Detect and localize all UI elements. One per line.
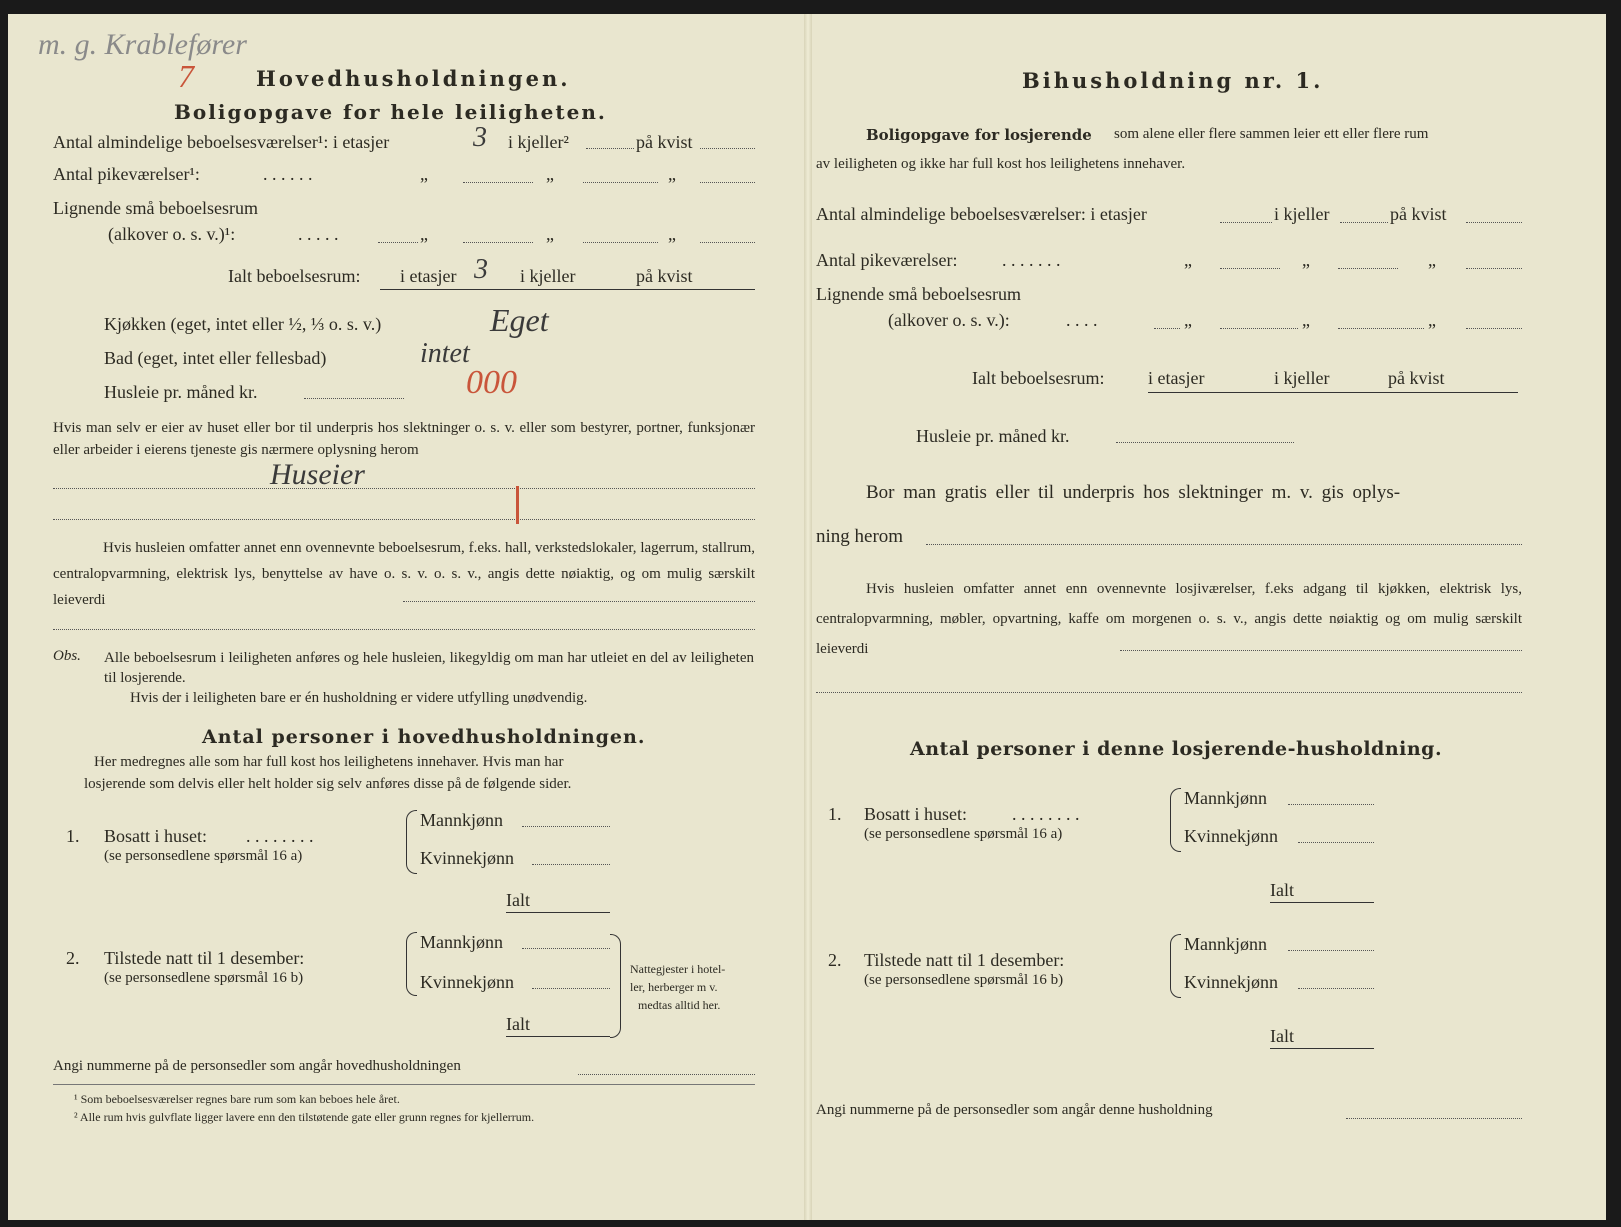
r-gratis-line — [926, 544, 1522, 545]
r-row3b-label: (alkover o. s. v.): — [888, 310, 1010, 330]
r-q2-brace — [1170, 934, 1181, 998]
r-row3-line2 — [1338, 328, 1424, 329]
r-q2-kvinne-line — [1298, 988, 1374, 989]
l-bad-label: Bad (eget, intet eller fellesbad) — [104, 348, 327, 368]
r-row2-dots: . . . . . . . — [1002, 250, 1061, 270]
r-row3-line3 — [1466, 328, 1522, 329]
r-q1-dots: . . . . . . . . — [1012, 804, 1080, 824]
l-row3-line0 — [378, 242, 418, 243]
r-row1-kjeller: i kjeller — [1274, 204, 1330, 224]
l-row2-label: Antal pikeværelser¹: — [53, 164, 200, 184]
l-q2-ialt: Ialt — [506, 1014, 530, 1034]
l-row3-line2 — [583, 242, 658, 243]
r-row1-label: Antal almindelige beboelsesværelser: i etasjer — [816, 204, 1147, 224]
l-angi: Angi nummerne på de personsedler som angår hovedhusholdningen — [53, 1058, 461, 1074]
page-fold — [804, 14, 812, 1220]
l-q1-kvinne-line — [532, 864, 610, 865]
l-q2-num: 2. — [66, 948, 80, 968]
r-row2-q3: „ — [1428, 250, 1436, 270]
l-eier-line1 — [53, 488, 755, 489]
l-row3b-q3: „ — [668, 224, 676, 244]
r-q2-num: 2. — [828, 950, 842, 970]
l-q1-ialt: Ialt — [506, 890, 530, 910]
r-q2-sub: (se personsedlene spørsmål 16 b) — [864, 972, 1064, 988]
l-row1-kvist: på kvist — [636, 132, 693, 152]
r-omfatter-line2 — [816, 692, 1522, 693]
r-ialt-label: Ialt beboelsesrum: — [972, 368, 1105, 388]
l-q2-kvinne: Kvinnekjønn — [420, 972, 514, 992]
l-row2-line2 — [583, 182, 658, 183]
r-q1-mann-line — [1288, 804, 1374, 805]
l-row1-etasjer: 3 — [473, 122, 487, 153]
l-q1-ialt-line — [506, 912, 610, 913]
r-q1-brace — [1170, 788, 1181, 852]
l-foot2: ² Alle rum hvis gulvflate ligger lavere enn den tilstøtende gate eller grunn regnes for kjellerrum. — [74, 1110, 535, 1124]
r-husleie: Husleie pr. måned kr. — [916, 426, 1070, 446]
r-gratis1: Bor man gratis eller til underpris hos slektninger m. v. gis oplys- — [866, 482, 1401, 503]
r-row2-line1 — [1220, 268, 1280, 269]
r-intro-bold: Boligopgave for losjerende — [866, 126, 1092, 144]
r-q1-ialt-line — [1270, 902, 1374, 903]
l-q1-sub: (se personsedlene spørsmål 16 a) — [104, 848, 303, 864]
r-ialt-etasjer: i etasjer — [1148, 368, 1205, 388]
l-row1-kjeller: i kjeller² — [508, 132, 569, 152]
l-q2-mann: Mannkjønn — [420, 932, 503, 952]
l-ialt-underline — [380, 289, 755, 290]
r-row3b-q3: „ — [1428, 310, 1436, 330]
l-q1-num: 1. — [66, 826, 80, 846]
l-q2-mann-line — [522, 948, 610, 949]
r-q2-label: Tilstede natt til 1 desember: — [864, 950, 1065, 970]
r-q2-ialt: Ialt — [1270, 1026, 1294, 1046]
l-obs-text2: Hvis der i leiligheten bare er én husholdning er videre utfylling unødvendig. — [130, 690, 588, 706]
l-q1-brace — [406, 810, 417, 874]
r-q1-sub: (se personsedlene spørsmål 16 a) — [864, 826, 1063, 842]
r-ialt-underline — [1148, 392, 1518, 393]
r-row2-label: Antal pikeværelser: — [816, 250, 958, 270]
r-husleie-line — [1116, 442, 1294, 443]
l-q2-label: Tilstede natt til 1 desember: — [104, 948, 305, 968]
l-row3b-q1: „ — [420, 224, 428, 244]
l-row3a: Lignende små beboelsesrum — [53, 198, 258, 218]
r-row1-line3 — [1466, 222, 1522, 223]
l-row2-dots: . . . . . . — [263, 164, 313, 184]
l-q1-mann-line — [522, 826, 610, 827]
r-q1-kvinne: Kvinnekjønn — [1184, 826, 1278, 846]
r-row3a: Lignende små beboelsesrum — [816, 284, 1021, 304]
l-natt-note3: medtas alltid her. — [638, 998, 721, 1012]
l-row2-line3 — [700, 182, 755, 183]
handwritten-number: 7 — [178, 58, 194, 94]
l-natt-note2: ler, herberger m v. — [630, 980, 718, 994]
l-row2-q2: „ — [546, 164, 554, 184]
r-gratis2: ning herom — [816, 526, 904, 547]
r-q2-mann: Mannkjønn — [1184, 934, 1267, 954]
r-omfatter-line1 — [1120, 650, 1522, 651]
l-persons-text2: losjerende som delvis eller helt holder sig selv anføres disse på de følgende sider. — [84, 776, 572, 792]
left-subtitle: Boligopgave for hele leiligheten. — [174, 100, 607, 124]
l-ialt-label: Ialt beboelsesrum: — [228, 266, 361, 286]
l-q2-ialt-line — [506, 1036, 610, 1037]
r-row1-kvist: på kvist — [1390, 204, 1447, 224]
l-obs-text: Alle beboelsesrum i leiligheten anføres og hele husleien, likegyldig om man har utleiet en del av leiligheten til losjerende. — [104, 650, 754, 686]
r-angi: Angi nummerne på de personsedler som angår denne husholdning — [816, 1102, 1213, 1118]
l-row3b-dots: . . . . . — [298, 224, 339, 244]
r-intro-line2: av leiligheten og ikke har full kost hos leilighetens innehaver. — [816, 156, 1186, 172]
l-husleie-line — [304, 398, 404, 399]
l-omfatter-line1 — [403, 601, 755, 602]
l-q1-kvinne: Kvinnekjønn — [420, 848, 514, 868]
r-q2-kvinne: Kvinnekjønn — [1184, 972, 1278, 992]
r-row2-line2 — [1338, 268, 1398, 269]
r-row2-q1: „ — [1184, 250, 1192, 270]
l-q2-kvinne-line — [532, 988, 610, 989]
l-angi-line — [578, 1074, 755, 1075]
r-q2-mann-line — [1288, 950, 1374, 951]
red-mark — [516, 486, 519, 524]
l-kjokken-value: Eget — [490, 302, 549, 338]
l-foot1: ¹ Som beboelsesværelser regnes bare rum som kan beboes hele året. — [74, 1092, 400, 1106]
r-q1-num: 1. — [828, 804, 842, 824]
l-row3b-label: (alkover o. s. v.)¹: — [108, 224, 236, 244]
l-q2-brace — [406, 932, 417, 996]
l-q2-sub: (se personsedlene spørsmål 16 b) — [104, 970, 304, 986]
l-row3-line3 — [700, 242, 755, 243]
l-q2-brace-right — [610, 934, 621, 1038]
l-natt-note1: Nattegjester i hotel- — [630, 962, 726, 976]
l-row2-q1: „ — [420, 164, 428, 184]
l-row3b-q2: „ — [546, 224, 554, 244]
l-bad-value: intet — [420, 338, 470, 369]
r-ialt-kvist: på kvist — [1388, 368, 1445, 388]
r-angi-line — [1346, 1118, 1522, 1119]
l-row2-q3: „ — [668, 164, 676, 184]
l-husleie-label: Husleie pr. måned kr. — [104, 382, 258, 402]
r-row2-line3 — [1466, 268, 1522, 269]
l-eier-line2 — [53, 519, 755, 520]
r-q1-label: Bosatt i huset: — [864, 804, 967, 824]
right-title: Bihusholdning nr. 1. — [1022, 68, 1324, 93]
l-omfatter-line2 — [53, 629, 755, 630]
r-row3-line0 — [1154, 328, 1180, 329]
l-kjokken-label: Kjøkken (eget, intet eller ½, ⅓ o. s. v.) — [104, 314, 382, 334]
r-row1-line2 — [1340, 222, 1388, 223]
r-q1-ialt: Ialt — [1270, 880, 1294, 900]
r-omfatter-text: Hvis husleien omfatter annet enn ovennevnte losjiværelser, f.eks adgang til kjøkken, elektrisk lys, centralopvarmning, møbler, opvartning, kaffe om morgenen o. s. v., angis dette nøiaktig og om mulig særskilt leieverdi — [816, 581, 1522, 657]
l-husleie-value: 000 — [466, 364, 517, 401]
r-q1-kvinne-line — [1298, 842, 1374, 843]
r-row2-q2: „ — [1302, 250, 1310, 270]
l-q1-label: Bosatt i huset: — [104, 826, 207, 846]
l-row1-label: Antal almindelige beboelsesværelser¹: i etasjer — [53, 132, 390, 152]
l-persons-title: Antal personer i hovedhusholdningen. — [202, 726, 646, 748]
handwritten-annotation: m. g. Krablefører — [38, 28, 247, 61]
l-ialt-kvist: på kvist — [636, 266, 693, 286]
left-title: Hovedhusholdningen. — [256, 66, 571, 91]
r-q1-mann: Mannkjønn — [1184, 788, 1267, 808]
r-row3b-q2: „ — [1302, 310, 1310, 330]
l-ialt-etasjer: 3 — [474, 254, 488, 285]
r-row3b-dots: . . . . — [1066, 310, 1098, 330]
r-row3b-q1: „ — [1184, 310, 1192, 330]
l-eier-value: Huseier — [270, 458, 365, 491]
l-row2-line1 — [463, 182, 533, 183]
l-row1-kvist-line — [700, 148, 755, 149]
r-q2-ialt-line — [1270, 1048, 1374, 1049]
r-intro-rest: som alene eller flere sammen leier ett eller flere rum — [1114, 126, 1429, 142]
r-persons-title: Antal personer i denne losjerende-husholdning. — [910, 738, 1443, 760]
l-omfatter-text: Hvis husleien omfatter annet enn ovennevnte beboelsesrum, f.eks. hall, verkstedslokaler, lagerrum, stallrum, centralopvarmning, elektrisk lys, benyttelse av have o. s. v. o. s. v., angis dette nøiaktig, og om mulig særskilt leieverdi — [53, 540, 755, 608]
census-form-sheet — [8, 14, 1606, 1220]
l-q1-dots: . . . . . . . . — [246, 826, 314, 846]
l-row3-line1 — [463, 242, 533, 243]
l-persons-text1: Her medregnes alle som har full kost hos leilighetens innehaver. Hvis man har — [94, 754, 564, 770]
r-row1-line1 — [1220, 222, 1272, 223]
l-foot-rule — [53, 1084, 755, 1085]
l-obs-label: Obs. — [53, 648, 81, 664]
l-ialt-etasjer-label: i etasjer — [400, 266, 457, 286]
l-q1-mann: Mannkjønn — [420, 810, 503, 830]
l-row1-kjeller-line — [586, 148, 634, 149]
r-row3-line1 — [1220, 328, 1298, 329]
l-eier-text: Hvis man selv er eier av huset eller bor til underpris hos slektninger o. s. v. eller som bestyrer, portner, funksjonær eller arbeider i eierens tjeneste gis nærmere oplysning herom — [53, 420, 755, 458]
r-ialt-kjeller: i kjeller — [1274, 368, 1330, 388]
l-ialt-kjeller: i kjeller — [520, 266, 576, 286]
